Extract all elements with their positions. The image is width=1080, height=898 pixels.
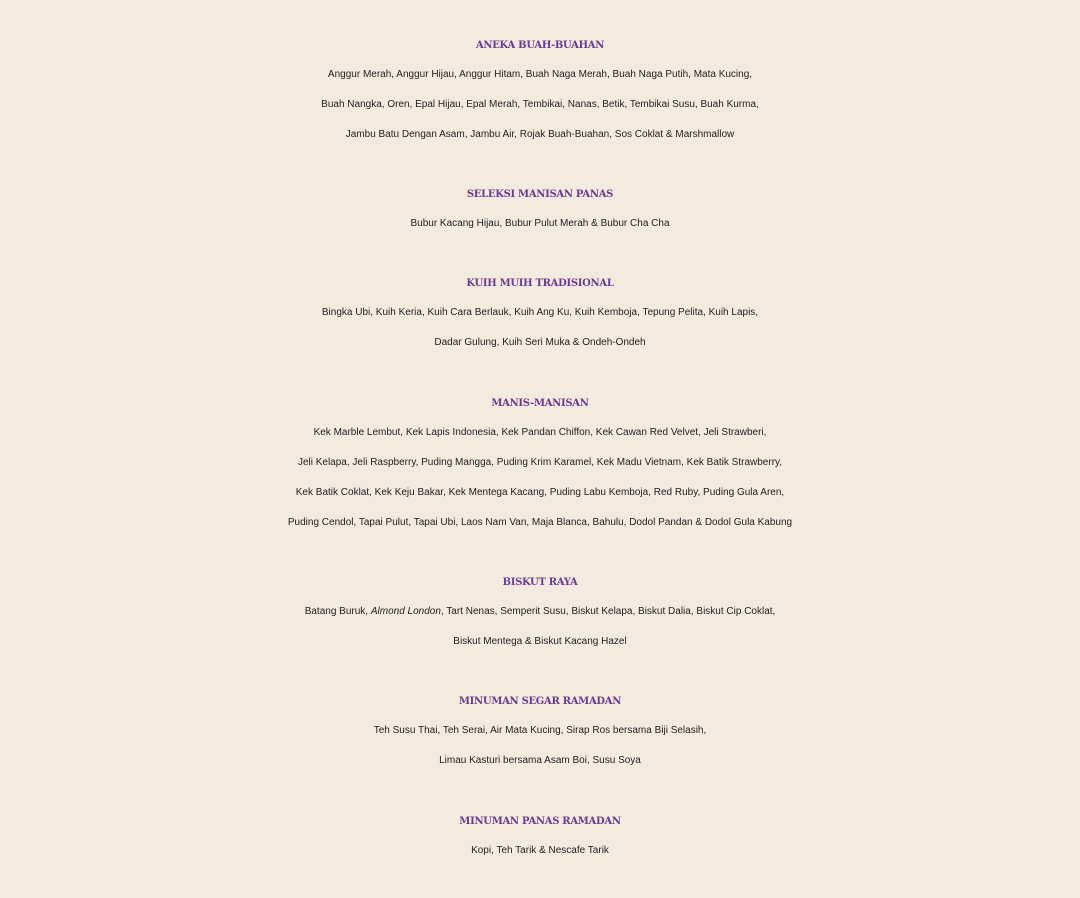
section-heading: BISKUT RAYA [502,577,578,588]
menu-line: Bingka Ubi, Kuih Keria, Kuih Cara Berlauk, Kuih Ang Ku, Kuih Kemboja, Tepung Pelita, Kuih Lapis, [321,307,759,318]
menu-line: Puding Cendol, Tapai Pulut, Tapai Ubi, Laos Nam Van, Maja Blanca, Bahulu, Dodol Pandan & Dodol Gula Kabung [287,517,793,528]
section-seleksi-manisan-panas [0,181,1080,239]
section-minuman-segar-ramadan [0,688,1080,776]
menu-line [0,597,1080,627]
menu-line: Kek Batik Coklat, Kek Keju Bakar, Kek Mentega Kacang, Puding Labu Kemboja, Red Ruby, Puding Gula Aren, [295,487,785,498]
menu-text: Batang Buruk, [304,606,371,617]
menu-line: Dadar Gulung, Kuih Seri Muka & Ondeh-Ondeh [434,337,646,348]
menu-line: Limau Kasturi bersama Asam Boi, Susu Soya [439,755,641,766]
menu-line: Kopi, Teh Tarik & Nescafe Tarik [471,845,609,856]
section-heading: MINUMAN PANAS RAMADAN [459,816,621,827]
section-heading: MANIS-MANISAN [491,398,589,409]
section-heading: ANEKA BUAH-BUAHAN [475,40,605,51]
menu-line: Kek Marble Lembut, Kek Lapis Indonesia, Kek Pandan Chiffon, Kek Cawan Red Velvet, Jeli Strawberi, [313,427,767,438]
section-minuman-panas-ramadan [0,808,1080,866]
menu-line: Anggur Merah, Anggur Hijau, Anggur Hitam, Buah Naga Merah, Buah Naga Putih, Mata Kucing, [327,69,753,80]
section-aneka-buah-buahan [0,32,1080,150]
menu-text-italic: Almond London [370,606,441,617]
menu-line: Bubur Kacang Hijau, Bubur Pulut Merah & Bubur Cha Cha [410,218,670,229]
menu-line: Jeli Kelapa, Jeli Raspberry, Puding Mangga, Puding Krim Karamel, Kek Madu Vietnam, Kek Batik Strawberry, [297,457,783,468]
section-biskut-raya [0,569,1080,657]
section-heading: KUIH MUIH TRADISIONAL [466,278,614,289]
menu-line: Teh Susu Thai, Teh Serai, Air Mata Kucing, Sirap Ros bersama Biji Selasih, [373,725,707,736]
section-manis-manisan [0,390,1080,538]
menu-text: , Tart Nenas, Semperit Susu, Biskut Kelapa, Biskut Dalia, Biskut Cip Coklat, [440,606,776,617]
menu-line: Biskut Mentega & Biskut Kacang Hazel [453,636,627,647]
section-heading: SELEKSI MANISAN PANAS [466,189,614,200]
menu-line: Buah Nangka, Oren, Epal Hijau, Epal Merah, Tembikai, Nanas, Betik, Tembikai Susu, Buah Kurma, [321,99,759,110]
menu-line: Jambu Batu Dengan Asam, Jambu Air, Rojak Buah-Buahan, Sos Coklat & Marshmallow [345,129,735,140]
section-heading: MINUMAN SEGAR RAMADAN [458,696,622,707]
section-kuih-muih-tradisional [0,270,1080,358]
